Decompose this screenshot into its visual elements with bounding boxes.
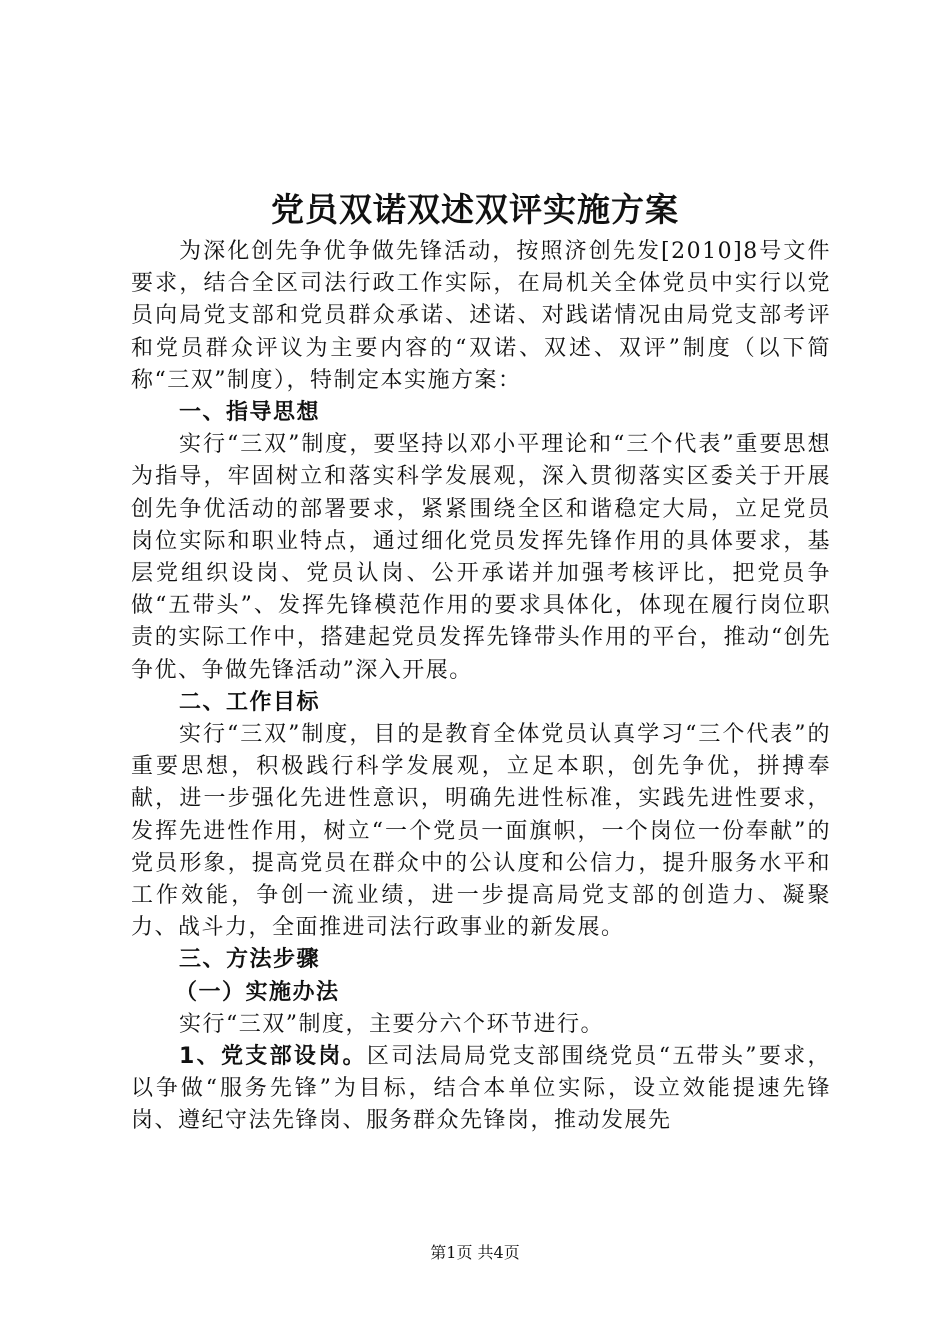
section-3-heading: 三、方法步骤 — [179, 947, 321, 973]
document-title: 党员双诺双述双评实施方案 — [271, 190, 679, 229]
item-1-lead: 1、党支部设岗。 — [179, 1044, 367, 1070]
intro-paragraph: 为深化创先争优争做先锋活动，按照济创先发[2010]8号文件要求，结合全区司法行政工作实际，在局机关全体党员中实行以党员向局党支部和党员群众承诺、述诺、对践诺情况由局党支部考评和党员群众评议为主要内容的“双诺、双述、双评”制度（以下简称“三双”制度），特制定本实施方案： — [131, 239, 831, 393]
section-1-paragraph: 实行“三双”制度，要坚持以邓小平理论和“三个代表”重要思想为指导，牢固树立和落实科学发展观，深入贯彻落实区委关于开展创先争优活动的部署要求，紧紧围绕全区和谐稳定大局，立足党员岗位实际和职业特点，通过细化党员发挥先锋作用的具体要求，基层党组织设岗、党员认岗、公开承诺并加强考核评比，把党员争做“五带头”、发挥先锋模范作用的要求具体化，体现在履行岗位职责的实际工作中，搭建起党员发挥先锋带头作用的平台，推动“创先争优、争做先锋活动”深入开展。 — [131, 432, 831, 683]
section-3-sub-heading: （一）实施办法 — [175, 979, 340, 1005]
section-3-item-1 — [131, 1041, 831, 1138]
section-2-heading: 二、工作目标 — [179, 689, 321, 715]
page-footer: 第1页 共4页 — [430, 1243, 520, 1262]
item-1-body: 区司法局局党支部围绕党员“五带头”要求，以争做“服务先锋”为目标，结合本单位实际，设立效能提速先锋岗、遵纪守法先锋岗、服务群众先锋岗，推动发展先 — [131, 1044, 831, 1134]
section-2-paragraph: 实行“三双”制度，目的是教育全体党员认真学习“三个代表”的重要思想，积极践行科学发展观，立足本职，创先争优，拼搏奉献，进一步强化先进性意识，明确先进性标准，实践先进性要求，发挥先进性作用，树立“一个党员一面旗帜，一个岗位一份奉献”的党员形象，提高党员在群众中的公认度和公信力，提升服务水平和工作效能，争创一流业绩，进一步提高局党支部的创造力、凝聚力、战斗力，全面推进司法行政事业的新发展。 — [131, 722, 831, 941]
section-1-heading: 一、指导思想 — [179, 400, 321, 426]
section-3-sub-intro: 实行“三双”制度，主要分六个环节进行。 — [179, 1011, 604, 1037]
document-body — [131, 236, 831, 1138]
